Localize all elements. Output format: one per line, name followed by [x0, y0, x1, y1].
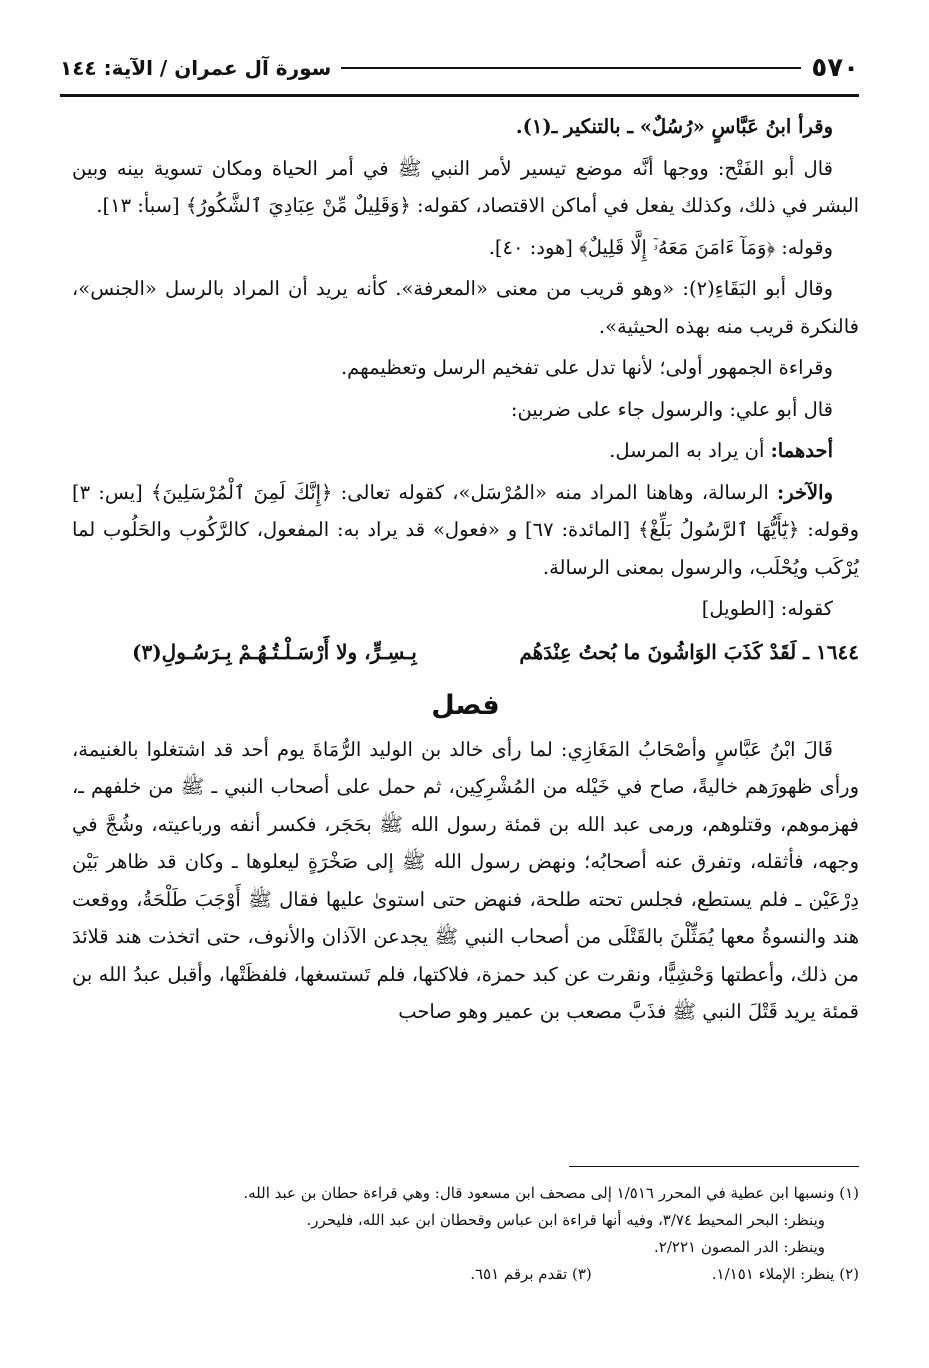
footnote-3: (٣) تقدم برقم ٦٥١.: [470, 1265, 592, 1283]
footnote-row: [72, 1261, 859, 1288]
footnote-1-reference: وينظر: الدر المصون ٢/٢٢١.: [654, 1238, 825, 1256]
paragraph-8: [72, 474, 859, 587]
footnote-1-continued: وينظر: البحر المحيط ٣/٧٤، وفيه أنها قراءة ابن عباس وقحطان ابن عبد الله، فليحرر.: [306, 1211, 825, 1229]
poetry-verse: [72, 634, 859, 672]
verse-first-hemistich: ١٦٤٤ ـ لَقَدْ كَذَبَ الوَاشُونَ ما بُحتُ عِنْدَهُم: [519, 639, 859, 664]
paragraph-3: وقوله: ﴿وَمَآ ءَامَنَ مَعَهُۥٓ إِلَّا قَلِيلٌ﴾ [هود: ٤٠].: [488, 235, 833, 259]
paragraph-7: [72, 432, 859, 470]
page-number: ٥٧٠: [811, 53, 859, 83]
paragraph-10: قَالَ ابْنُ عَبَّاسٍ وأصْحَابُ المَغَازِي: لما رأى خالد بن الوليد الرُّمَاةَ يوم أحد قد اشتغلوا بالغنيمة، ورأى ظهورَهم خاليةً، صاح في خَيْله من المُشْرِكِين، ثم حمل على أصحاب النبي ـ ﷺ من خلفهم ـ، فهزموهم، وقتلوهم، ورمى عبد الله بن قمئة رسول الله ﷺ بحَجَر، فكسر أنفه ورباعيته، وشُجَّ في وجهه، فأثقله، وتفرق عنه أصحابُه؛ ونهض رسول الله ﷺ إلى صَخْرَةٍ ليعلوها ـ وكان قد ظاهر بَيْن دِرْعَيْن ـ فلم يستطع، فجلس تحته طلحة، فنهض حتى استوىٰ عليها فقال ﷺ أَوْجَبَ طَلْحَةُ، ووقعت هند والنسوةُ معها يُمَثِّلْنَ بالقَتْلَى من أصحاب النبي ﷺ يجدعن الآذان والأنوف، حتى اتخذت هند قلائدَ من ذلك، وأعطتها وَحْشِيًّا، ونقرت عن كبد حمزة، فلاكتها، فلم تَستسغها، فلفظَتْها، وأقبل عبدُ الله بن قمئة يريد قَتْلَ النبي ﷺ فذَبَّ مصعب بن عمير وهو صاحب: [72, 737, 859, 1023]
paragraph-1: وقرأ ابنُ عَبَّاسٍ «رُسُلٌ» ـ بالتنكير ـ(١).: [515, 115, 833, 138]
text-first: أن يراد به المرسل.: [609, 439, 771, 462]
text-second: الرسالة، وهاهنا المراد منه «المُرْسَل»، كقوله تعالى: ﴿إِنَّكَ لَمِنَ ٱلْمُرْسَلِينَ﴾ [يس: ٣] وقوله: ﴿يَٰٓأَيُّهَا ٱلرَّسُولُ بَلِّغْ﴾ [المائدة: ٦٧] و «فعول» قد يراد به: المفعول، كالرَّكُوب والحَلُوب لما يُرْكَب ويُحْلَب، والرسول بمعنى الرسالة.: [72, 480, 859, 579]
page-header: [60, 48, 859, 88]
section-heading: فصل: [431, 690, 500, 721]
paragraph-4: وقال أبو البَقَاءِ(٢): «وهو قريب من معنى «المعرفة». كأنه يريد أن المراد بالرسل «الجنس»، فالنكرة قريب منه بهذه الحيثية».: [72, 277, 859, 338]
paragraph-5: وقراءة الجمهور أولى؛ لأنها تدل على تفخيم الرسل وتعظيمهم.: [340, 356, 833, 379]
footnote-2: (٢) ينظر: الإملاء ١/١٥١.: [711, 1265, 859, 1283]
header-divider: [60, 94, 859, 97]
label-first: أحدهما:: [770, 439, 833, 462]
paragraph-6: قال أبو علي: والرسول جاء على ضربين:: [510, 397, 833, 421]
running-title: سورة آل عمران / الآية: ١٤٤: [60, 56, 332, 80]
label-second: والآخر:: [777, 480, 833, 504]
verse-second-hemistich: بِـسِـرٍّ، ولا أَرْسَـلْـتُـهُـمْ بِـرَسُـولِ(٣): [132, 639, 417, 664]
footnote-divider: [569, 1166, 859, 1167]
header-rule: [341, 67, 801, 69]
paragraph-9: كقوله: [الطويل]: [701, 597, 833, 620]
footnote-1: (١) ونسبها ابن عطية في المحرر ١/٥١٦ إلى مصحف ابن مسعود قال: وهي قراءة حطان بن عبد الله.: [243, 1184, 859, 1202]
main-text: [72, 108, 859, 1035]
footnotes: [72, 1180, 859, 1288]
paragraph-2: قال أبو الفَتْح: ووجها أنَّه موضع تيسير لأمر النبي ﷺ في أمر الحياة ومكان تسوية بينه وبين البشر في ذلك، وكذلك يفعل في أماكن الاقتصاد، كقوله: ﴿وَقَلِيلٌ مِّنْ عِبَادِيَ ٱلشَّكُورُ﴾ [سبأ: ١٣].: [72, 156, 859, 217]
